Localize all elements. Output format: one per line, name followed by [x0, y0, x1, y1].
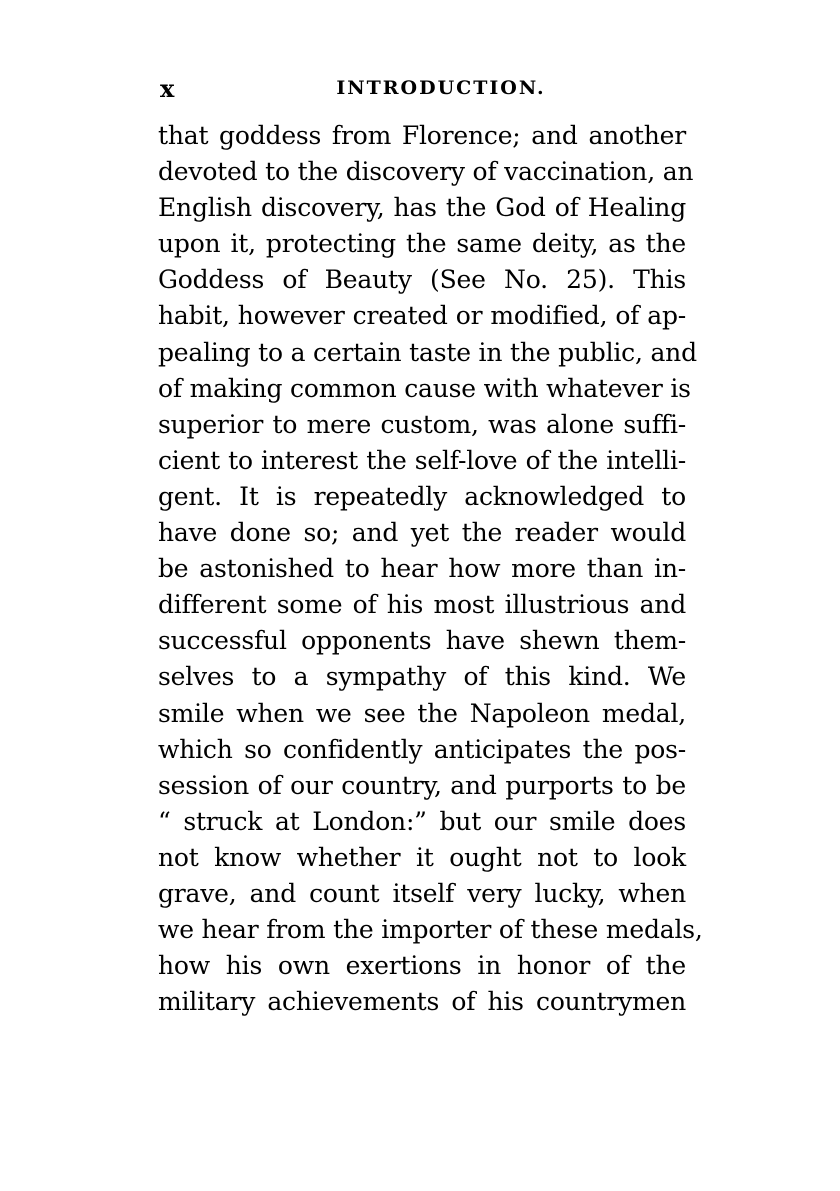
body-text: [158, 118, 703, 1020]
text-line: habit, however created or modified, of ap-: [158, 301, 686, 331]
text-line: English discovery, has the God of Healing: [158, 193, 686, 223]
text-line: grave, and count itself very lucky, when: [158, 878, 686, 908]
text-line: gent. It is repeatedly acknowledged to: [158, 481, 686, 511]
text-line: upon it, protecting the same deity, as the: [158, 229, 686, 259]
text-line: selves to a sympathy of this kind. We: [158, 662, 686, 692]
text-line: be astonished to hear how more than in-: [158, 554, 686, 584]
text-line: have done so; and yet the reader would: [158, 518, 686, 548]
text-line: session of our country, and purports to be: [158, 770, 686, 800]
text-line: “ struck at London:” but our smile does: [158, 806, 686, 836]
text-line: successful opponents have shewn them-: [158, 626, 686, 656]
text-line: smile when we see the Napoleon medal,: [158, 698, 686, 728]
text-line: which so confidently anticipates the pos-: [158, 734, 686, 764]
text-line: Goddess of Beauty (See No. 25). This: [158, 265, 686, 295]
text-line: military achievements of his countrymen: [158, 987, 686, 1017]
running-head: [160, 74, 688, 104]
page-header-title: INTRODUCTION.: [336, 77, 546, 99]
text-line: that goddess from Florence; and another: [158, 121, 686, 150]
text-line: different some of his most illustrious and: [158, 590, 686, 620]
text-line: cient to interest the self-love of the intelli-: [158, 445, 686, 475]
text-line: not know whether it ought not to look: [158, 842, 686, 872]
text-line: how his own exertions in honor of the: [158, 951, 686, 981]
text-line: superior to mere custom, was alone suffi-: [158, 409, 686, 439]
text-line: pealing to a certain taste in the public, and: [158, 337, 697, 367]
text-line: devoted to the discovery of vaccination, an: [158, 157, 694, 187]
page-number: x: [160, 74, 176, 103]
text-line: we hear from the importer of these medals,: [158, 915, 703, 945]
text-line: of making common cause with whatever is: [158, 373, 691, 403]
